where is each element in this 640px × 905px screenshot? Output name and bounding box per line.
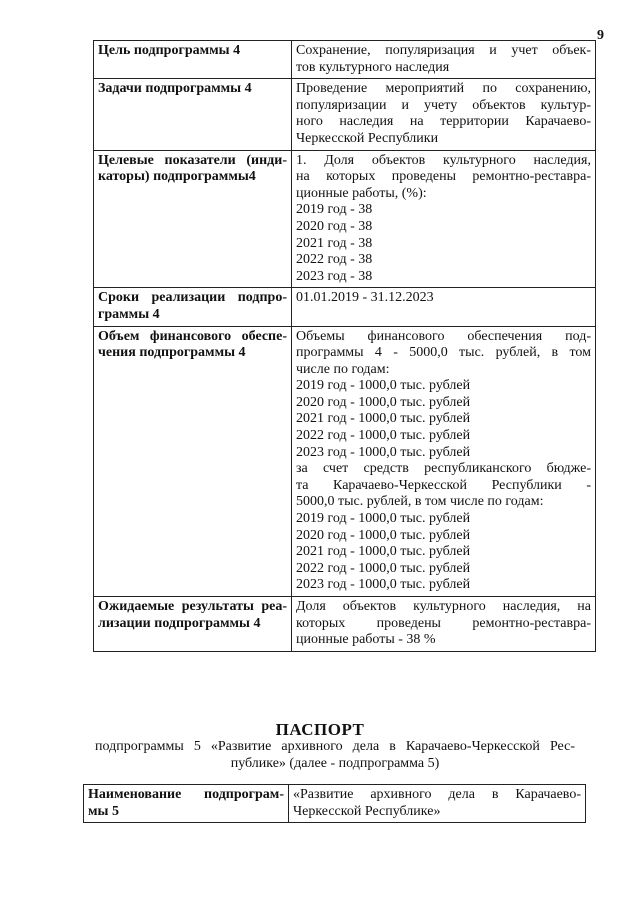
row-label-cell (94, 79, 292, 150)
row-value-line: 2019 год - 1000,0 тыс. рублей (296, 511, 471, 527)
row-value-line: 2019 год - 1000,0 тыс. рублей (296, 378, 471, 394)
table-row (94, 79, 596, 150)
table-row (94, 326, 596, 597)
row-value-cell (292, 288, 596, 326)
row-value-line: Сохранение, популяризация и учет объек- (296, 43, 591, 58)
row-value-line: «Развитие архивного дела в Карачаево- (293, 787, 581, 802)
row-value-line: 2020 год - 1000,0 тыс. рублей (296, 527, 471, 543)
row-label-line: лизации подпрограммы 4 (98, 615, 261, 631)
row-value-line: 1. Доля объектов культурного наследия, (296, 152, 591, 168)
subprogram-4-passport-table (93, 40, 596, 652)
row-label-line: каторы) подпрограммы4 (98, 169, 256, 185)
row-value-line: 2023 год - 38 (296, 268, 373, 284)
row-value-line: Доля объектов культурного наследия, на (296, 599, 591, 614)
row-label-cell (84, 785, 289, 823)
row-value-line: 2020 год - 1000,0 тыс. рублей (296, 394, 471, 410)
row-value-line: Проведение мероприятий по сохранению, (296, 81, 591, 97)
row-label-cell (94, 326, 292, 597)
row-value-line: ного наследия на территории Карачаево- (296, 114, 591, 130)
row-label-line: Наименование подпрограм- (88, 787, 284, 802)
row-label-line: Сроки реализации подпро- (98, 290, 287, 306)
row-value-cell (292, 79, 596, 150)
row-value-line: 2021 год - 1000,0 тыс. рублей (296, 544, 471, 560)
row-value-line: Объемы финансового обеспечения под- (296, 328, 591, 344)
subprogram-5-passport-table (83, 784, 586, 823)
row-value-line: тов культурного наследия (296, 59, 450, 75)
row-value-line: 2019 год - 38 (296, 202, 373, 218)
table-row (94, 41, 596, 79)
table-row (94, 150, 596, 288)
row-label-line: Целевые показатели (инди- (98, 152, 287, 168)
row-value-line: Черкесской Республике» (293, 803, 441, 819)
row-label-cell (94, 597, 292, 652)
table-row (94, 597, 596, 652)
row-value-cell (292, 326, 596, 597)
row-value-cell (292, 150, 596, 288)
row-value-line: программы 4 - 5000,0 тыс. рублей, в том (296, 345, 591, 361)
row-value-line: Черкесской Республики (296, 130, 439, 146)
row-label-cell (94, 41, 292, 79)
row-value-cell (292, 41, 596, 79)
row-label-line: чения подпрограммы 4 (98, 345, 246, 361)
row-value-line: на которых проведены ремонтно-реставра- (296, 169, 591, 185)
passport-title: ПАСПОРТ (275, 720, 365, 739)
row-value-line: 01.01.2019 - 31.12.2023 (296, 290, 434, 306)
row-value-line: 2020 год - 38 (296, 218, 373, 234)
row-value-cell (292, 597, 596, 652)
row-value-line: популяризации и учету объектов культур- (296, 97, 591, 113)
row-value-line: 2023 год - 1000,0 тыс. рублей (296, 577, 471, 593)
row-label-line: мы 5 (88, 803, 119, 819)
row-label-cell (94, 288, 292, 326)
row-label-line: Цель подпрограммы 4 (98, 43, 241, 58)
row-label-line: Объем финансового обеспе- (98, 328, 287, 344)
row-label-line: Задачи подпрограммы 4 (98, 81, 252, 97)
row-value-line: 5000,0 тыс. рублей, в том числе по годам: (296, 494, 544, 510)
row-value-line: 2022 год - 1000,0 тыс. рублей (296, 428, 471, 444)
row-value-line: 2021 год - 38 (296, 235, 373, 251)
row-value-line: за счет средств республиканского бюдже- (296, 461, 591, 477)
row-label-line: граммы 4 (98, 306, 160, 322)
subtitle-line: подпрограммы 5 «Развитие архивного дела в Карачаево-Черкесской Рес- (95, 739, 575, 754)
row-value-line: та Карачаево-Черкесской Республики - (296, 477, 591, 493)
row-label-line: Ожидаемые результаты реа- (98, 599, 287, 614)
row-value-cell (289, 785, 586, 823)
row-label-cell (94, 150, 292, 288)
row-value-line: 2023 год - 1000,0 тыс. рублей (296, 444, 471, 460)
row-value-line: ционные работы - 38 % (296, 632, 436, 648)
row-value-line: 2022 год - 38 (296, 252, 373, 268)
row-value-line: 2022 год - 1000,0 тыс. рублей (296, 560, 471, 576)
row-value-line: ционные работы, (%): (296, 185, 427, 201)
table-row (84, 785, 586, 823)
row-value-line: 2021 год - 1000,0 тыс. рублей (296, 411, 471, 427)
row-value-line: которых проведены ремонтно-реставра- (296, 615, 591, 631)
passport-subtitle (95, 739, 575, 772)
subtitle-line: публике» (далее - подпрограмма 5) (230, 755, 440, 771)
page-number: 9 (597, 28, 604, 43)
row-value-line: числе по годам: (296, 361, 390, 377)
table-row (94, 288, 596, 326)
